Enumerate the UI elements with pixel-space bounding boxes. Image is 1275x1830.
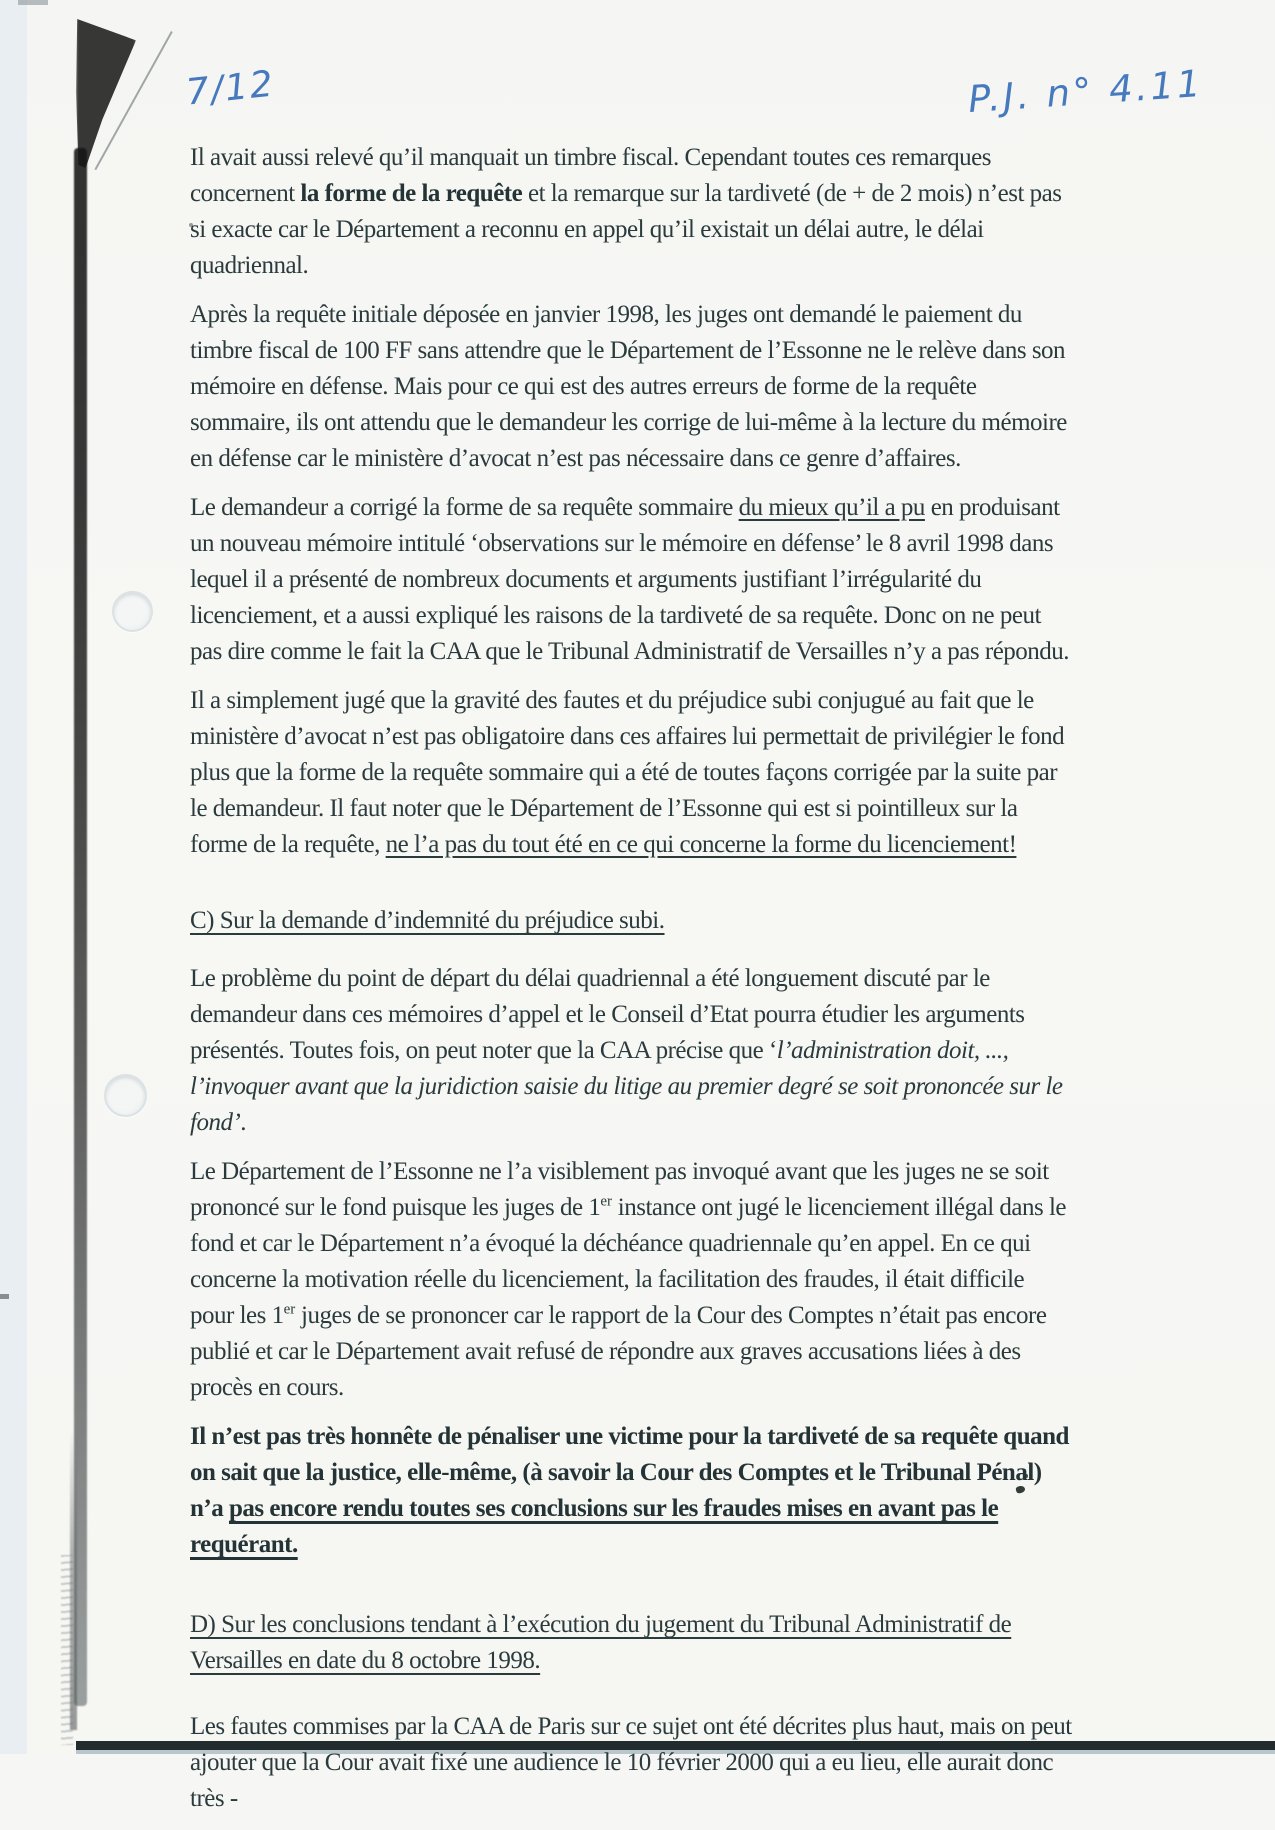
text-run: Il avait aussi relevé qu’il manquait un timbre fiscal. Cependant toutes ces remarques concernent bbox=[190, 144, 991, 207]
heading-c bbox=[190, 903, 1072, 939]
text-run: Le Département de l’Essonne ne l’a visiblement pas invoqué avant que les juges ne se soit prononcé sur le fond puisque les juges de 1 bbox=[190, 1158, 1049, 1221]
paragraph-simplement-juge bbox=[190, 683, 1072, 863]
hole-punch-bottom bbox=[104, 1074, 147, 1117]
text-run-italic: l’administration doit, ..., l’invoquer avant que la juridiction saisie du litige au premier degré se soit prononcée sur le fond’ bbox=[190, 1037, 1063, 1136]
text-run: en produisant un nouveau mémoire intitulé ‘observations sur le mémoire en défense’ le 8 avril 1998 dans lequel il a présenté de nombreux documents et arguments justifiant l’irrégularité du licenciement, et a aussi expliqué les raisons de la tardiveté de sa requête. Donc on ne peut pas dire comme le fait la CAA que le Tribunal Administratif de Versailles n’y a pas répondu. bbox=[190, 494, 1070, 665]
text-run: instance ont jugé le licenciement illégal dans le fond et car le Département n’a évoqué la déchéance quadriennale qu’en appel. En ce qui concerne la motivation réelle du licenciement, la facilitation des fraudes, il était difficile pour les 1 bbox=[190, 1194, 1067, 1329]
text-run: . bbox=[240, 1109, 247, 1136]
hole-punch-top bbox=[112, 591, 153, 632]
text-run-bold: Il n’est pas très honnête de pénaliser une victime pour la tardiveté de sa requête quand on sait que la justice, elle-même, (à savoir la Cour des Comptes et le Tribunal Pénal) n’a bbox=[190, 1423, 1069, 1522]
paragraph-fautes-caa bbox=[190, 1709, 1072, 1817]
scan-edge-band bbox=[0, 0, 27, 1754]
binding-shadow-wedge bbox=[76, 16, 136, 168]
bottom-left-streaks bbox=[61, 1555, 73, 1745]
text-run-underline: ne l’a pas du tout été en ce qui concerne la forme du licenciement! bbox=[385, 831, 1017, 858]
text-run: et la remarque sur la tardiveté (de + de 2 mois) n’est pas si exacte car le Département a reconnu en appel qu’il existait un délai autre, le délai quadriennal. bbox=[190, 180, 1062, 279]
handwritten-page-number: 7/12 bbox=[184, 63, 277, 114]
edge-dash bbox=[0, 1294, 9, 1299]
paragraph-timbre-fiscal bbox=[190, 140, 1072, 284]
paragraph-pas-honnete bbox=[190, 1419, 1072, 1563]
handwritten-reference-number: P.J. n° 4.11 bbox=[966, 61, 1205, 122]
text-run: Le problème du point de départ du délai quadriennal a été longuement discuté par le demandeur dans ces mémoires d’appel et le Conseil d’Etat pourra étudier les arguments présentés. Toutes fois, on peut noter que la CAA précise que ‘ bbox=[190, 965, 1025, 1064]
paragraph-demandeur-corrige bbox=[190, 490, 1072, 670]
heading-text: C) Sur la demande d’indemnité du préjudice subi. bbox=[190, 907, 665, 934]
paragraph-requete-initiale bbox=[190, 297, 1072, 477]
text-run: Le demandeur a corrigé la forme de sa requête sommaire bbox=[190, 494, 739, 521]
text-run: juges de se prononcer car le rapport de la Cour des Comptes n’était pas encore publié et car le Département avait refusé de répondre aux graves accusations liées à des procès en cours. bbox=[190, 1302, 1047, 1401]
text-run-underline: du mieux qu’il a pu bbox=[738, 494, 925, 521]
text-run: Les fautes commises par la CAA de Paris sur ce sujet ont été décrites plus haut, mais on peut ajouter que la Cour avait fixé une audience le 10 février 2000 qui a eu lieu, elle aurait donc très - bbox=[190, 1713, 1072, 1812]
superscript-er: er bbox=[283, 1301, 296, 1318]
heading-text: D) Sur les conclusions tendant à l’exécution du jugement du Tribunal Administratif de Versailles en date du 8 octobre 1998. bbox=[190, 1611, 1012, 1674]
text-run: Il a simplement jugé que la gravité des fautes et du préjudice subi conjugué au fait que le ministère d’avocat n’est pas obligatoire dans ces affaires lui permettait de privilégier le fond plus que la forme de la requête sommaire qui a été de toutes façons corrigée par la suite par le demandeur. Il faut noter que le Département de l’Essonne qui est si pointilleux sur la forme de la requête, bbox=[190, 687, 1065, 858]
paragraph-departement-essonne bbox=[190, 1154, 1072, 1406]
superscript-er: er bbox=[600, 1193, 613, 1210]
text-run-bold-underline: pas encore rendu toutes ses conclusions sur les fraudes mises en avant pas le requérant. bbox=[190, 1495, 999, 1558]
scan-top-mark bbox=[18, 0, 48, 5]
text-run: Après la requête initiale déposée en janvier 1998, les juges ont demandé le paiement du timbre fiscal de 100 FF sans attendre que le Département de l’Essonne ne le relève dans son mémoire en défense. Mais pour ce qui est des autres erreurs de forme de la requête sommaire, ils ont attendu que le demandeur les corrige de lui-même à la lecture du mémoire en défense car le ministère d’avocat n’est pas nécessaire dans ce genre d’affaires. bbox=[190, 301, 1067, 472]
document-body bbox=[190, 140, 1072, 1830]
paragraph-delai-quadriennal bbox=[190, 961, 1072, 1141]
heading-d bbox=[190, 1607, 1072, 1679]
text-run-bold: la forme de la requête bbox=[300, 180, 523, 207]
